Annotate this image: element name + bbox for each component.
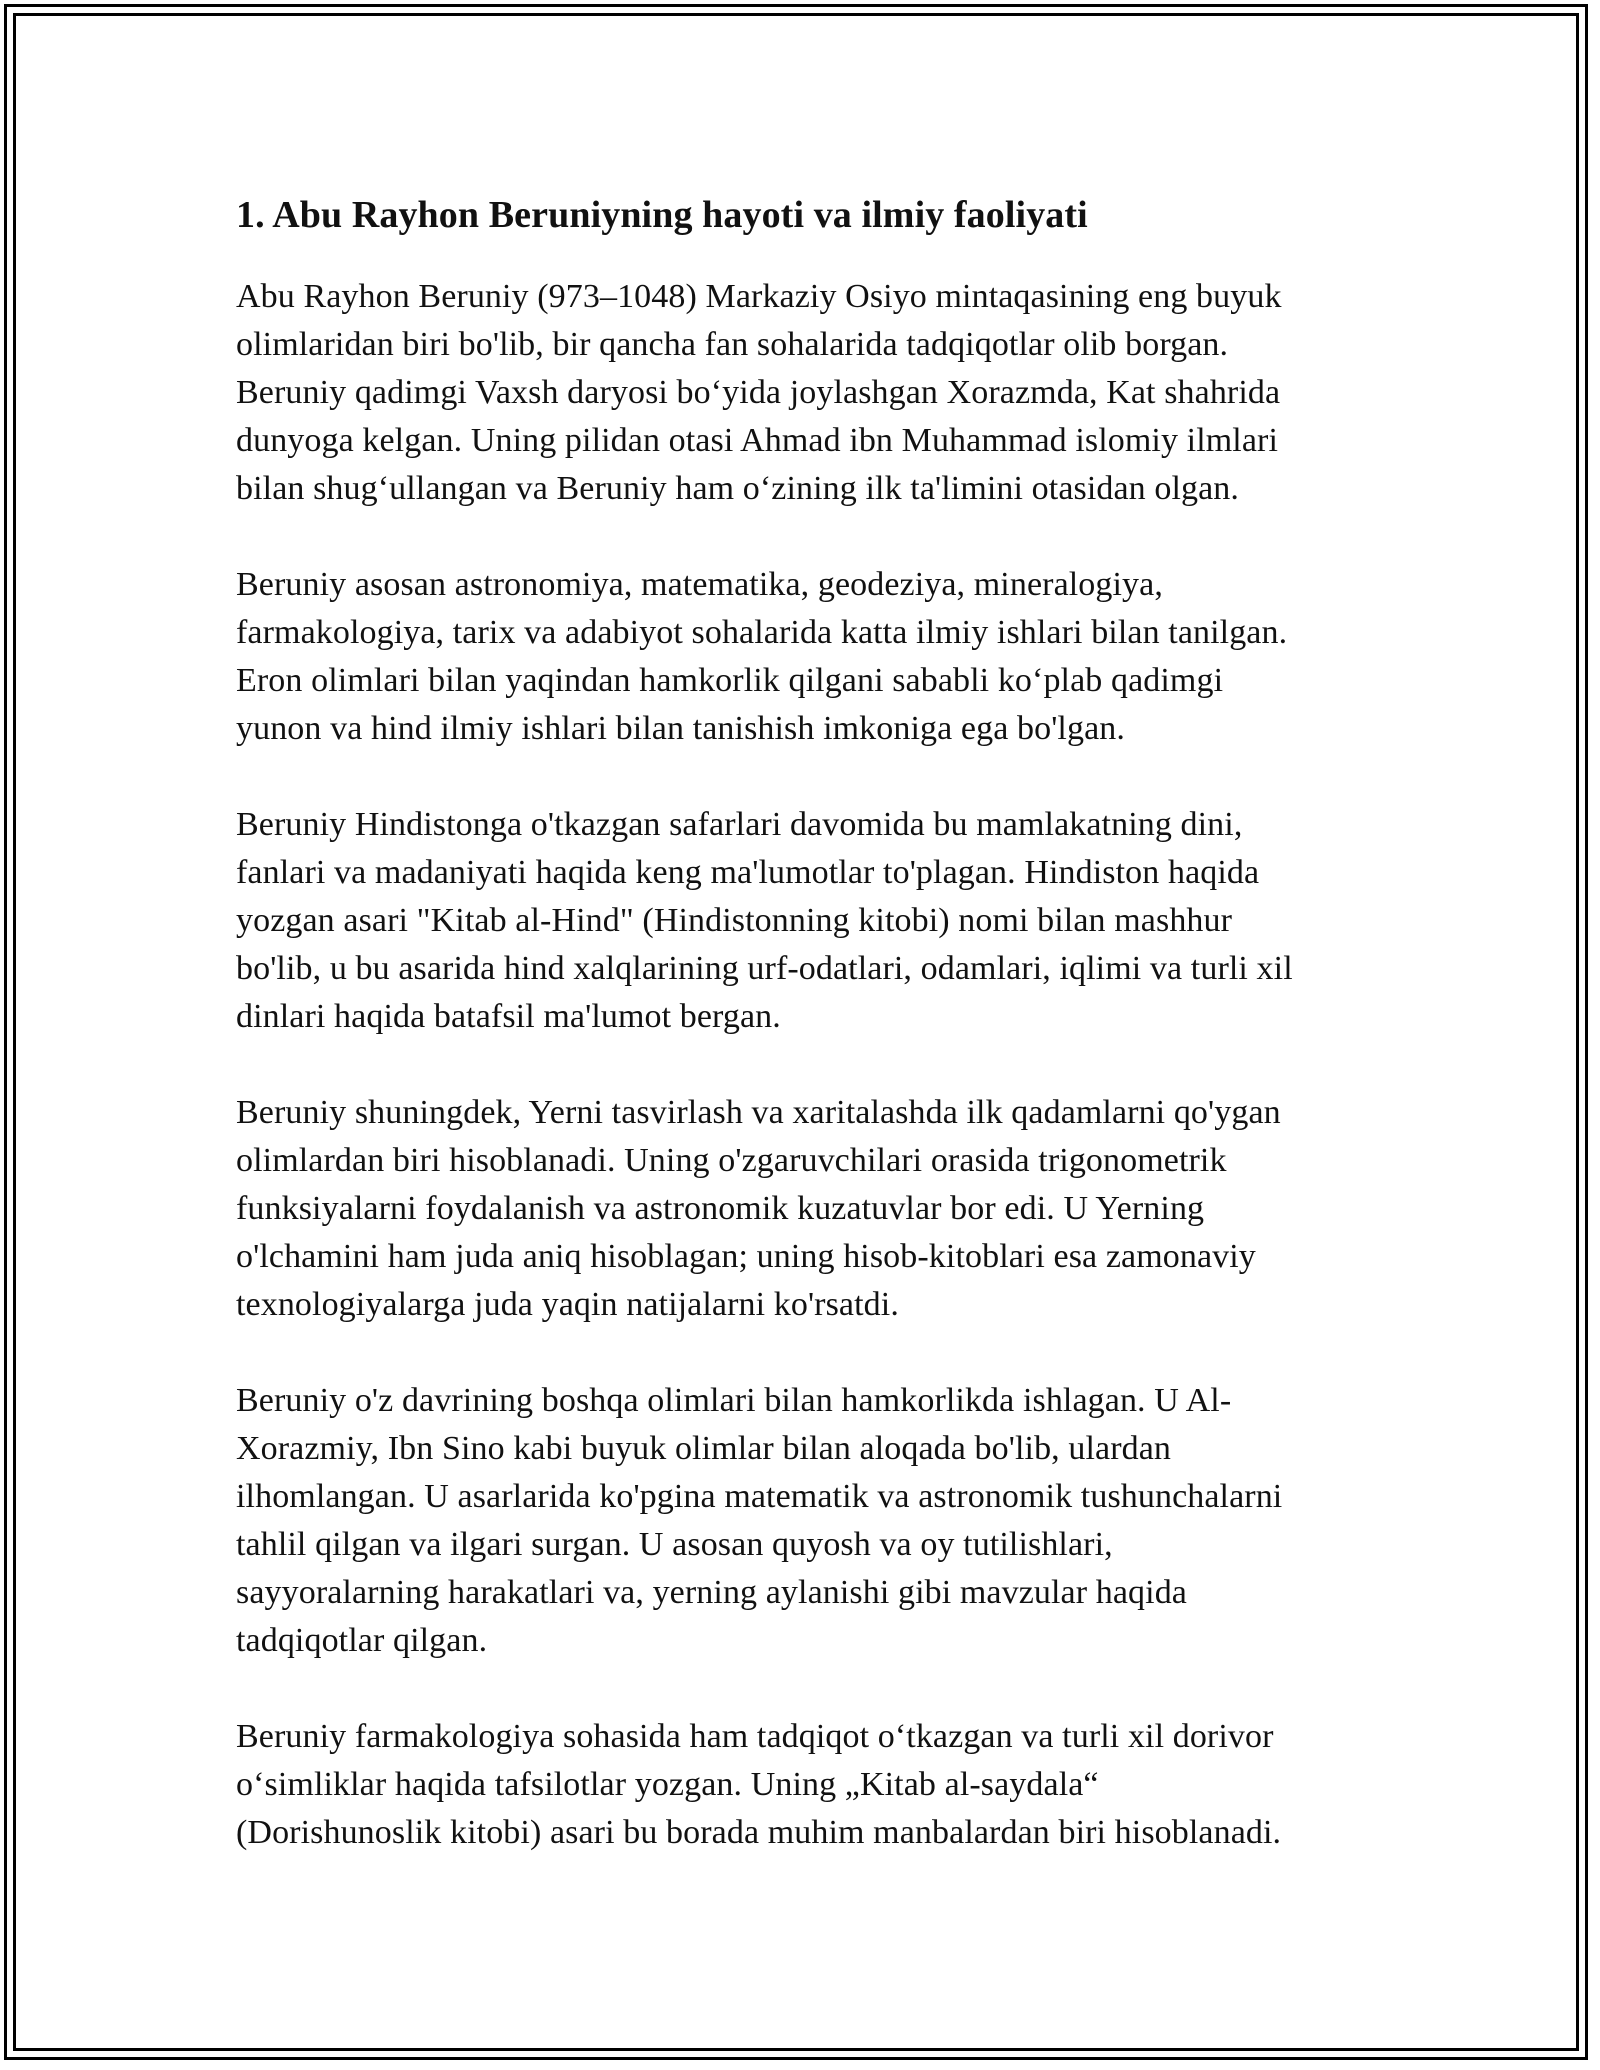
- paragraph-line: dinlari haqida batafsil ma'lumot bergan.: [236, 998, 781, 1035]
- document-body: [236, 183, 1386, 1905]
- paragraph-line: o'lchamini ham juda aniq hisoblagan; uning hisob-kitoblari esa zamonaviy: [236, 1238, 1256, 1275]
- body-paragraph: [236, 273, 1386, 513]
- paragraph-line: Beruniy qadimgi Vaxsh daryosi bo‘yida joylashgan Xorazmda, Kat shahrida: [236, 374, 1281, 411]
- body-paragraph: [236, 561, 1386, 753]
- paragraph-line: Beruniy asosan astronomiya, matematika, geodeziya, mineralogiya,: [236, 566, 1163, 603]
- paragraph-line: o‘simliklar haqida tafsilotlar yozgan. Uning „Kitab al-saydala“: [236, 1766, 1099, 1803]
- paragraph-line: Beruniy o'z davrining boshqa olimlari bilan hamkorlikda ishlagan. U Al-: [236, 1382, 1232, 1419]
- body-paragraph: [236, 801, 1386, 1041]
- paragraph-line: Beruniy Hindistonga o'tkazgan safarlari davomida bu mamlakatning dini,: [236, 806, 1243, 843]
- body-paragraph: [236, 1377, 1386, 1665]
- paragraph-line: fanlari va madaniyati haqida keng ma'lumotlar to'plagan. Hindiston haqida: [236, 854, 1260, 891]
- paragraph-line: olimlaridan biri bo'lib, bir qancha fan sohalarida tadqiqotlar olib borgan.: [236, 326, 1229, 363]
- body-paragraph: [236, 1089, 1386, 1329]
- paragraph-line: funksiyalarni foydalanish va astronomik kuzatuvlar bor edi. U Yerning: [236, 1190, 1205, 1227]
- paragraph-line: Beruniy farmakologiya sohasida ham tadqiqot o‘tkazgan va turli xil dorivor: [236, 1718, 1274, 1755]
- paragraph-line: Eron olimlari bilan yaqindan hamkorlik qilgani sababli ko‘plab qadimgi: [236, 662, 1224, 699]
- paragraph-line: tadqiqotlar qilgan.: [236, 1622, 488, 1659]
- paragraph-line: yunon va hind ilmiy ishlari bilan tanishish imkoniga ega bo'lgan.: [236, 710, 1125, 747]
- paragraph-line: dunyoga kelgan. Uning pilidan otasi Ahmad ibn Muhammad islomiy ilmlari: [236, 422, 1278, 459]
- paragraph-line: ilhomlangan. U asarlarida ko'pgina matematik va astronomik tushunchalarni: [236, 1478, 1283, 1515]
- paragraph-line: olimlardan biri hisoblanadi. Uning o'zgaruvchilari orasida trigonometrik: [236, 1142, 1227, 1179]
- paragraph-line: texnologiyalarga juda yaqin natijalarni ko'rsatdi.: [236, 1286, 899, 1323]
- paragraph-line: tahlil qilgan va ilgari surgan. U asosan quyosh va oy tutilishlari,: [236, 1526, 1113, 1563]
- section-heading: 1. Abu Rayhon Beruniyning hayoti va ilmiy faoliyati: [236, 194, 1088, 236]
- paragraph-line: farmakologiya, tarix va adabiyot sohalarida katta ilmiy ishlari bilan tanilgan.: [236, 614, 1288, 651]
- paragraph-line: Abu Rayhon Beruniy (973–1048) Markaziy Osiyo mintaqasining eng buyuk: [236, 278, 1282, 315]
- paragraph-line: sayyoralarning harakatlari va, yerning aylanishi gibi mavzular haqida: [236, 1574, 1187, 1611]
- paragraph-line: Beruniy shuningdek, Yerni tasvirlash va xaritalashda ilk qadamlarni qo'ygan: [236, 1094, 1281, 1131]
- paragraph-line: (Dorishunoslik kitobi) asari bu borada muhim manbalardan biri hisoblanadi.: [236, 1814, 1282, 1851]
- paragraph-line: Xorazmiy, Ibn Sino kabi buyuk olimlar bilan aloqada bo'lib, ulardan: [236, 1430, 1172, 1467]
- paragraph-line: bo'lib, u bu asarida hind xalqlarining urf-odatlari, odamlari, iqlimi va turli xil: [236, 950, 1293, 987]
- paragraph-list: [236, 273, 1386, 1857]
- paragraph-line: bilan shug‘ullangan va Beruniy ham o‘zining ilk ta'limini otasidan olgan.: [236, 470, 1240, 507]
- body-paragraph: [236, 1713, 1386, 1857]
- paragraph-line: yozgan asari "Kitab al-Hind" (Hindistonning kitobi) nomi bilan mashhur: [236, 902, 1233, 939]
